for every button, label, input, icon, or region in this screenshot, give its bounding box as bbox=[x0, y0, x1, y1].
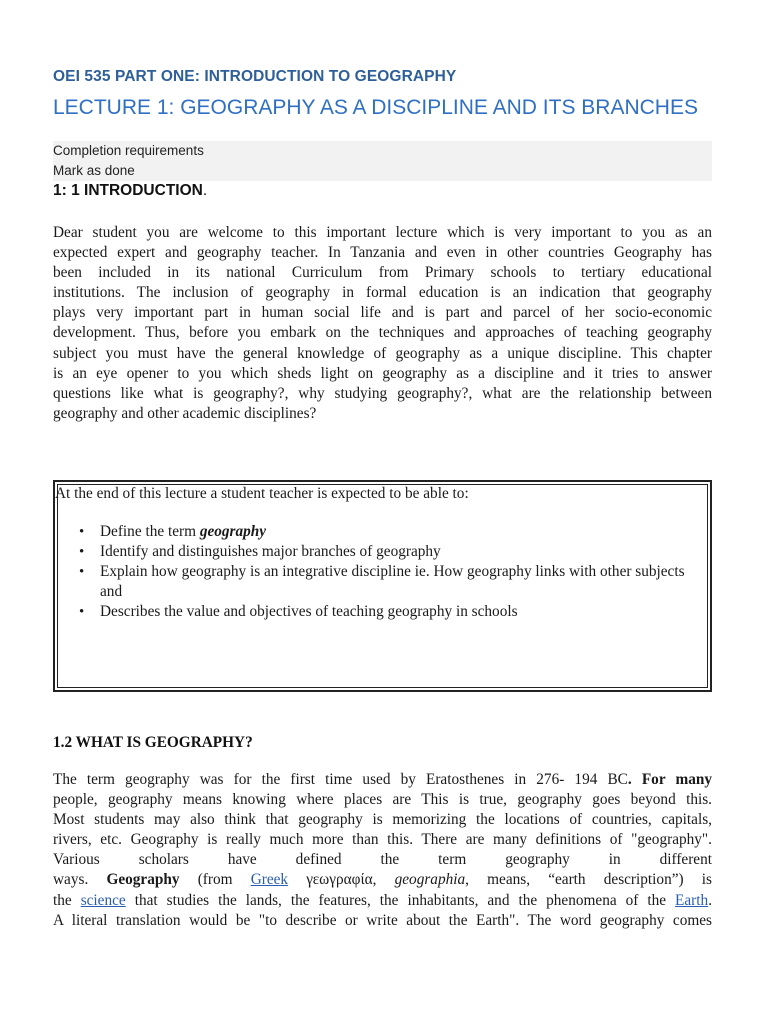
intro-line: plays very important part in human social life and is part and parcel of her socio-economic bbox=[53, 304, 712, 322]
geo-line: Various scholars have defined the term geography in different bbox=[53, 851, 712, 869]
intro-line: questions like what is geography?, why studying geography?, what are the relationship between bbox=[53, 384, 712, 402]
greek-link[interactable]: Greek bbox=[250, 871, 289, 889]
geography-term: Geography bbox=[106, 871, 180, 889]
geo-text: , means, “earth description” bbox=[465, 871, 679, 889]
geo-text: ways. bbox=[53, 871, 107, 889]
geo-line bbox=[53, 870, 712, 890]
objectives-box bbox=[53, 480, 712, 692]
intro-heading bbox=[53, 182, 207, 200]
geo-line bbox=[53, 891, 712, 911]
intro-line: been included in its national Curriculum from Primary schools to tertiary educational bbox=[53, 264, 712, 282]
objective-item: • Explain how geography is an integrative discipline ie. How geography links with other subjects and bbox=[100, 562, 690, 602]
intro-paragraph bbox=[53, 223, 712, 424]
geo-text: the bbox=[53, 891, 81, 909]
completion-requirements-panel bbox=[53, 141, 712, 181]
intro-line: is an eye opener to you which sheds light on geography as a discipline and it tries to answer bbox=[53, 364, 712, 382]
intro-line: geography and other academic disciplines? bbox=[53, 404, 317, 422]
intro-line: subject you must have the general knowledge of geography as a unique discipline. This chapter bbox=[53, 344, 712, 362]
intro-heading-suffix: . bbox=[202, 182, 208, 199]
geo-text-bold: . For many bbox=[627, 771, 712, 788]
intro-line: expected expert and geography teacher. In Tanzania and even in other countries Geography has bbox=[53, 244, 712, 262]
objective-item: • Identify and distinguishes major branches of geography bbox=[100, 542, 690, 562]
geo-text: . bbox=[708, 891, 713, 909]
intro-line: institutions. The inclusion of geography in formal education is an indication that geography bbox=[53, 284, 712, 302]
earth-link[interactable]: Earth bbox=[675, 891, 709, 909]
objectives-lead: At the end of this lecture a student teacher is expected to be able to: bbox=[55, 485, 469, 502]
geo-text: ) is bbox=[678, 871, 712, 889]
geo-line: Most students may also think that geography is memorizing the locations of countries, capitals, bbox=[53, 811, 712, 829]
geo-text-italic: geographia bbox=[394, 871, 466, 889]
intro-line: Dear student you are welcome to this important lecture which is very important to you as an bbox=[53, 224, 712, 241]
geo-line bbox=[53, 770, 712, 790]
objective-item: • Describes the value and objectives of teaching geography in schools bbox=[100, 602, 690, 622]
intro-line: development. Thus, before you embark on the techniques and approaches of teaching geography bbox=[53, 324, 712, 342]
geo-line: A literal translation would be "to describe or write about the Earth". The word geography comes bbox=[53, 911, 712, 929]
geo-line: rivers, etc. Geography is really much more than this. There are many definitions of "geography". bbox=[53, 831, 712, 849]
geo-text: (from bbox=[179, 871, 251, 889]
objective-item-emphasis: geography bbox=[199, 523, 267, 540]
what-is-geography-heading: 1.2 WHAT IS GEOGRAPHY? bbox=[53, 734, 253, 751]
mark-as-done-button[interactable]: Mark as done bbox=[53, 163, 135, 178]
lecture-title: LECTURE 1: GEOGRAPHY AS A DISCIPLINE AND ITS BRANCHES bbox=[53, 96, 698, 119]
completion-requirements-label: Completion requirements bbox=[53, 143, 204, 158]
geo-text: The term geography was for the first time used by Eratosthenes in 276- 194 BC bbox=[53, 771, 628, 788]
objective-item-text: Define the term bbox=[100, 523, 200, 540]
science-link[interactable]: science bbox=[80, 891, 126, 909]
geo-text: γεωγραφία, bbox=[288, 871, 395, 889]
geo-text: that studies the lands, the features, the inhabitants, and the phenomena of the bbox=[125, 891, 676, 909]
objectives-list bbox=[55, 522, 690, 622]
geo-line: people, geography means knowing where places are This is true, geography goes beyond this. bbox=[53, 791, 712, 809]
course-title: OEI 535 PART ONE: INTRODUCTION TO GEOGRAPHY bbox=[53, 68, 457, 85]
intro-heading-text: 1: 1 INTRODUCTION bbox=[53, 182, 203, 199]
objective-item bbox=[100, 522, 690, 542]
what-is-geography-paragraph bbox=[53, 770, 712, 931]
